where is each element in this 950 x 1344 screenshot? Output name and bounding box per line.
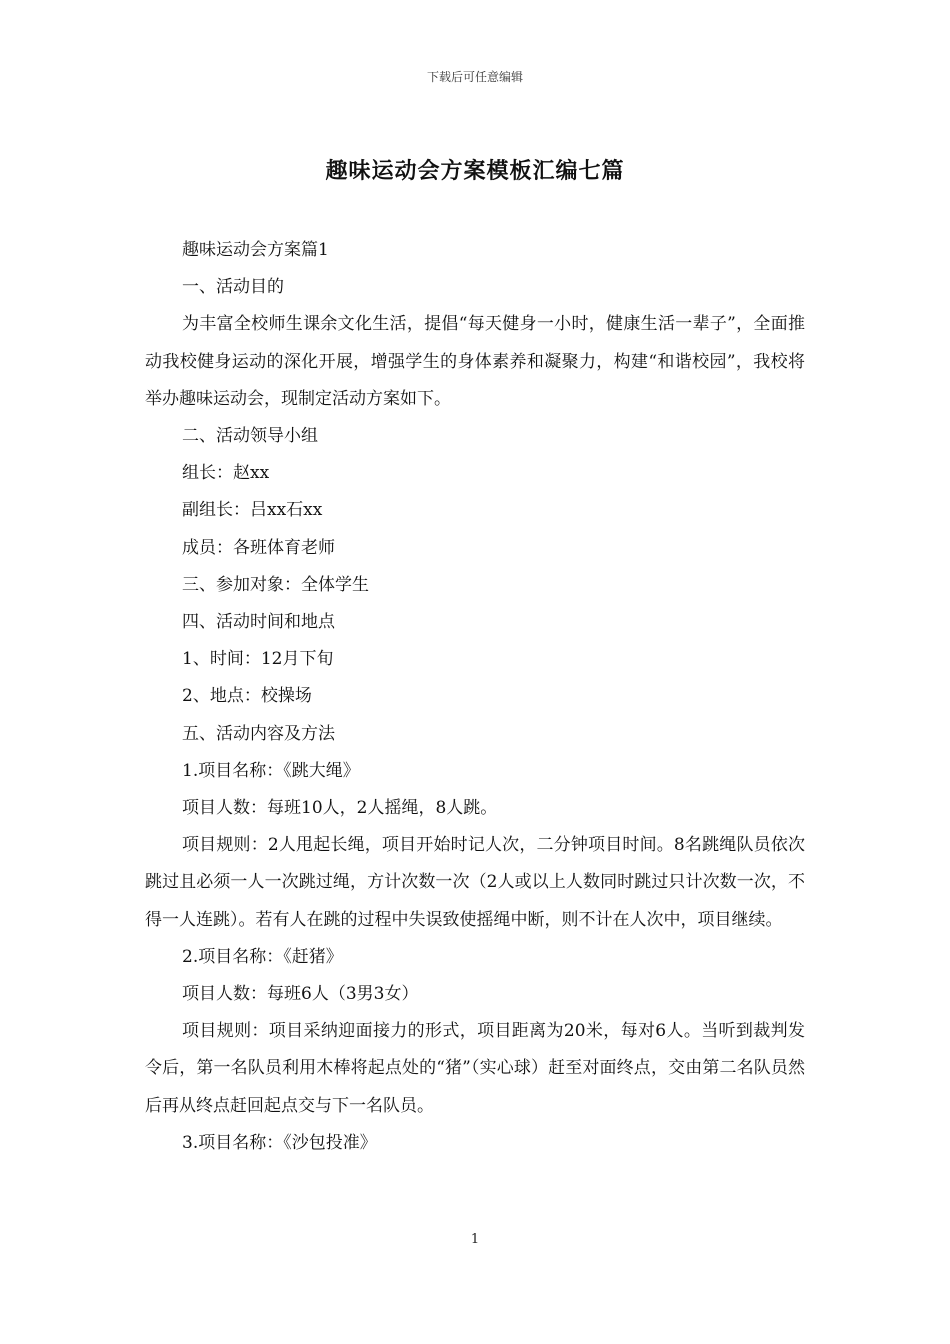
section-heading: 四、活动时间和地点 <box>182 612 335 633</box>
page-number: 1 <box>470 1232 480 1247</box>
item-title: 1.项目名称：《跳大绳》 <box>182 760 360 781</box>
body-paragraph: 项目规则：2人甩起长绳，项目开始时记人次，二分钟项目时间。8名跳绳队员依次跳过且必须一人一次跳过绳，方计次数一次（2人或以上人数同时跳过只计次数一次，不得一人连跳）。若有人在跳的过程中失误致使摇绳中断，则不计在人次中，项目继续。 <box>145 835 805 930</box>
body-line: 项目人数：每班10人，2人摇绳，8人跳。 <box>182 798 498 819</box>
section-heading: 二、活动领导小组 <box>182 426 318 447</box>
section-heading: 一、活动目的 <box>182 277 284 298</box>
body-paragraph: 项目规则：项目采纳迎面接力的形式，项目距离为20米，每对6人。当听到裁判发令后，第一名队员利用木棒将起点处的“猪”（实心球）赶至对面终点，交由第二名队员然后再从终点赶回起点交与下一名队员。 <box>145 1021 805 1116</box>
body-line: 组长：赵xx <box>182 463 270 484</box>
body-line: 2、地点：校操场 <box>182 686 312 707</box>
document-title: 趣味运动会方案模板汇编七篇 <box>325 158 625 184</box>
body-line: 1、时间：12月下旬 <box>182 649 334 670</box>
body-paragraph: 为丰富全校师生课余文化生活，提倡“每天健身一小时，健康生活一辈子”，全面推动我校健身运动的深化开展，增强学生的身体素养和凝聚力，构建“和谐校园”，我校将举办趣味运动会，现制定活动方案如下。 <box>145 314 805 409</box>
body-line: 项目人数：每班6人（3男3女） <box>182 984 419 1005</box>
body-line: 成员：各班体育老师 <box>182 537 335 558</box>
item-title: 2.项目名称：《赶猪》 <box>182 946 343 967</box>
section-heading: 五、活动内容及方法 <box>182 723 335 744</box>
document-body <box>145 232 805 1162</box>
section-heading: 趣味运动会方案篇1 <box>182 240 329 260</box>
item-title: 3.项目名称：《沙包投准》 <box>182 1132 377 1153</box>
page-header: 下载后可任意编辑 <box>426 70 523 84</box>
body-line: 副组长：吕xx石xx <box>182 500 323 521</box>
section-heading: 三、参加对象：全体学生 <box>182 574 369 595</box>
